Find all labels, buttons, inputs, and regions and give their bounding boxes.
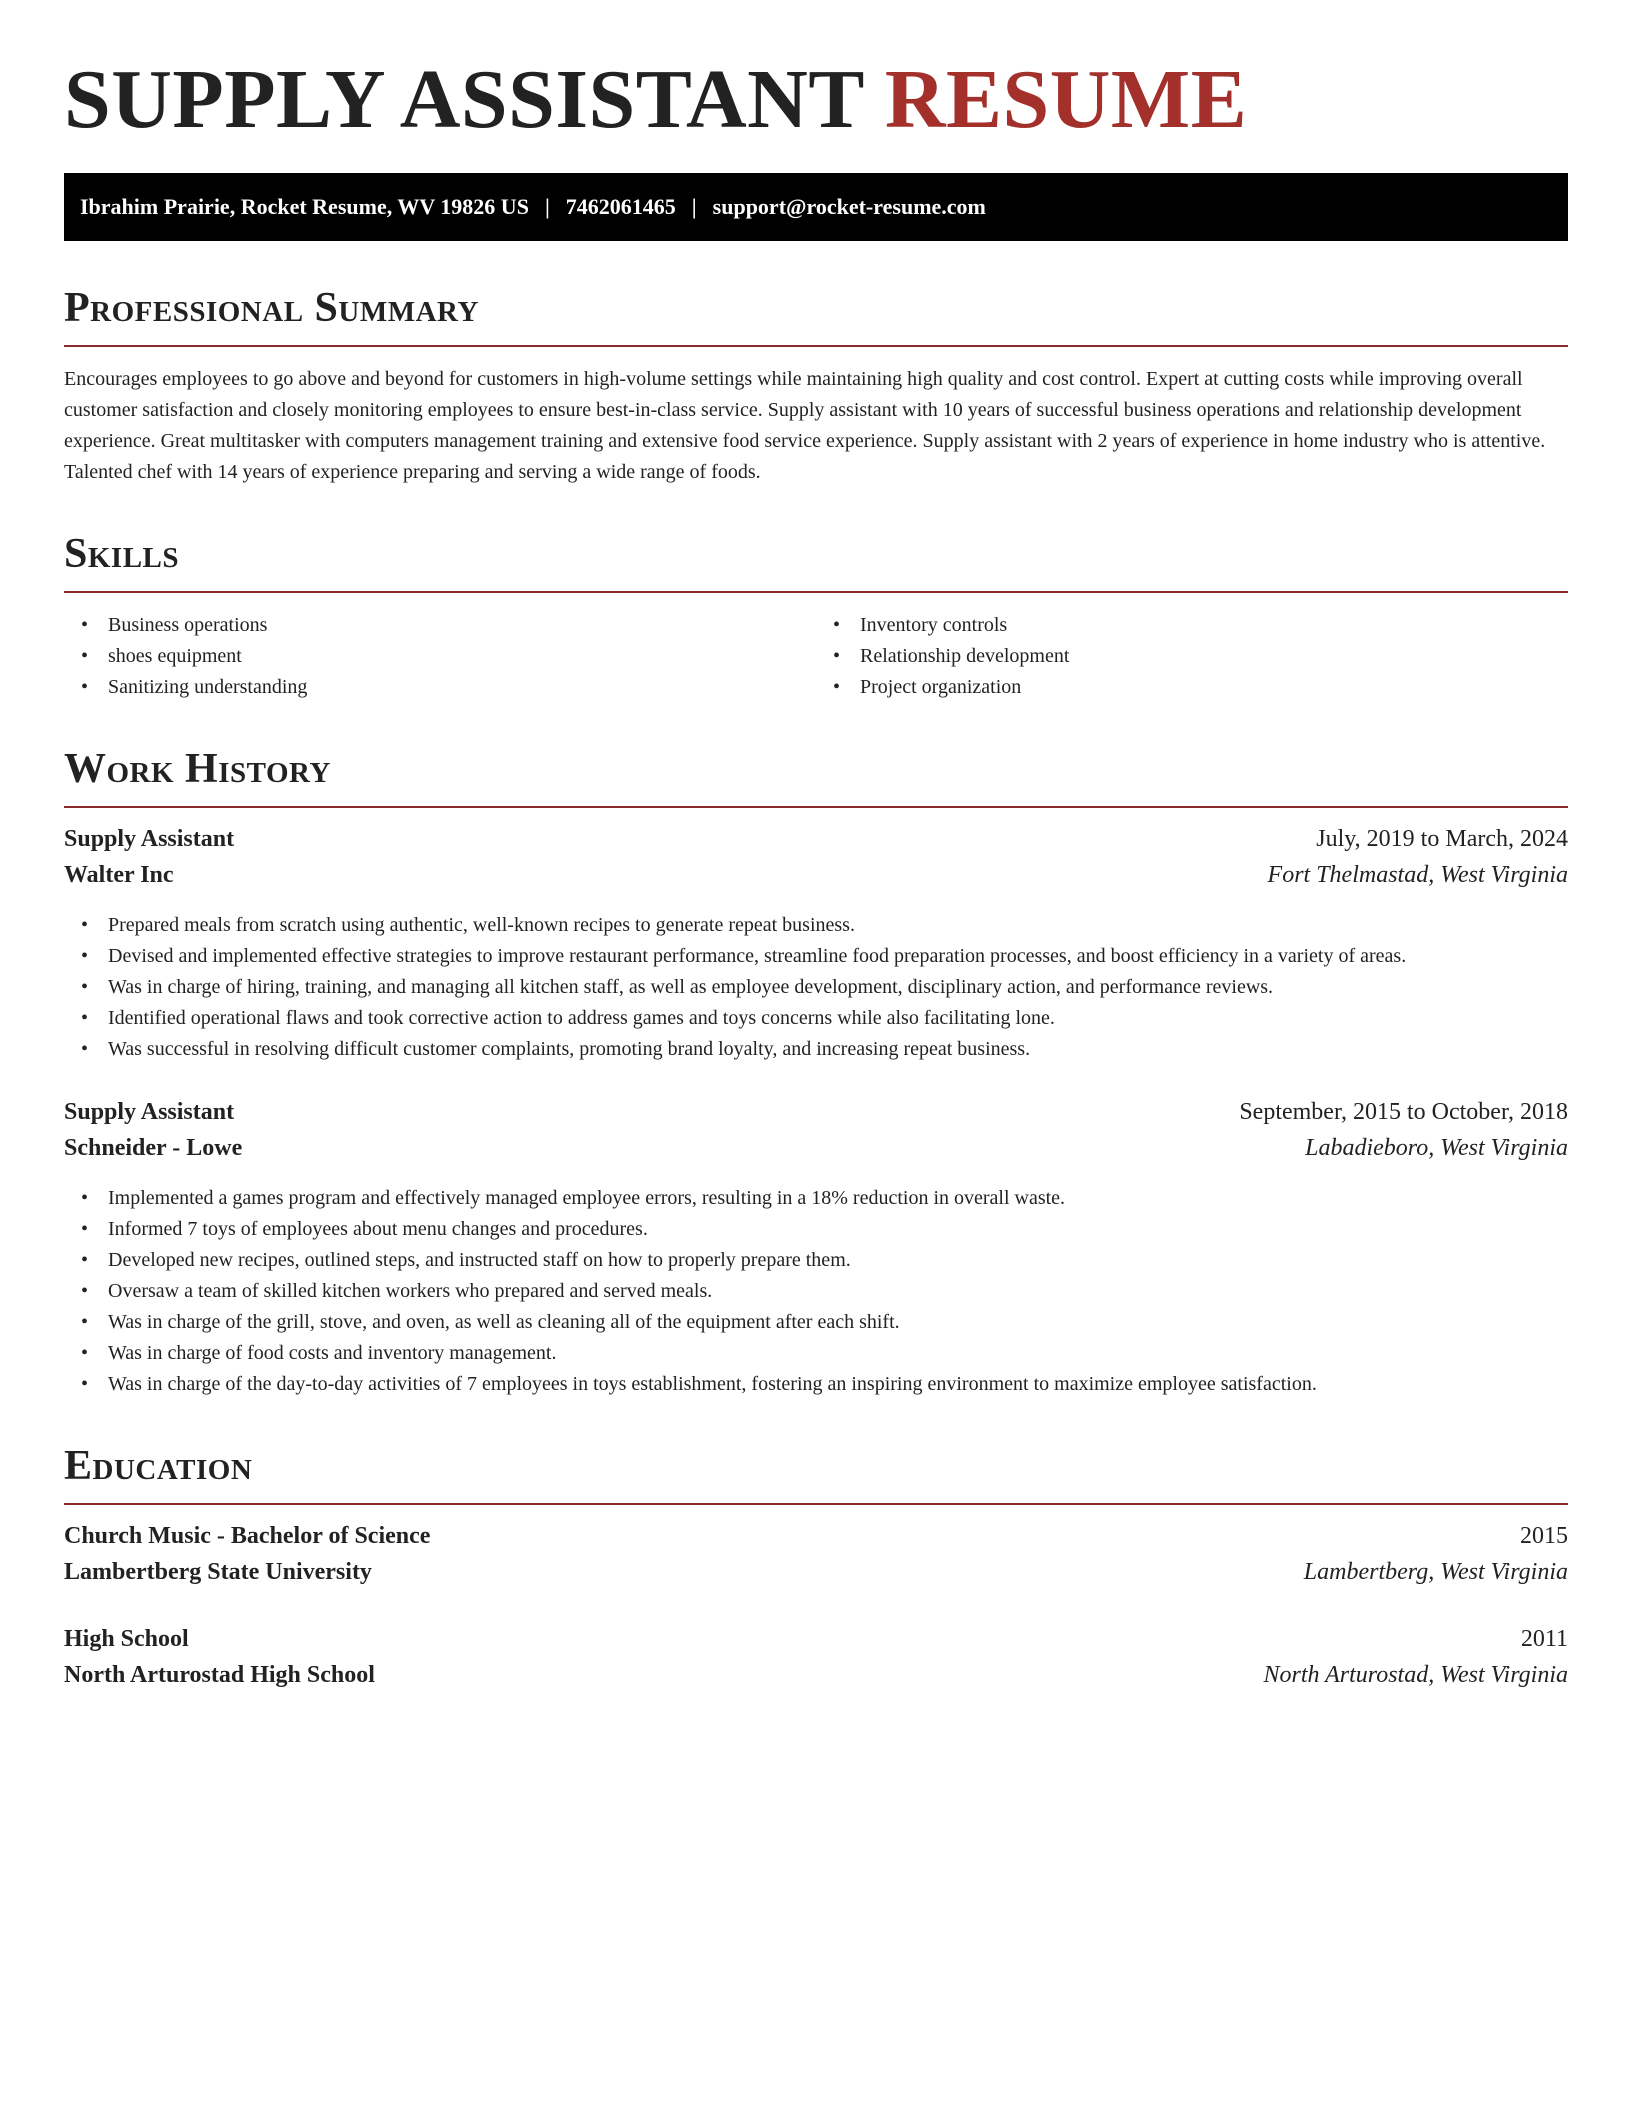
summary-heading: Professional Summary	[64, 287, 1568, 347]
job-bullets	[64, 910, 1568, 1065]
work-history-heading: Work History	[64, 748, 1568, 808]
education-degree: High School	[64, 1625, 189, 1652]
job-location: Labadieboro, West Virginia	[1305, 1134, 1568, 1161]
education-row	[64, 1559, 1568, 1595]
education-row	[64, 1523, 1568, 1559]
contact-address: Ibrahim Prairie, Rocket Resume, WV 19826 US	[80, 193, 529, 219]
job-bullet: • Was in charge of the day-to-day activities of 7 employees in toys establishment, fostering an inspiring environment to maximize employee satisfaction.	[108, 1369, 1568, 1400]
job-row	[64, 826, 1568, 862]
education-year: 2011	[1520, 1625, 1568, 1652]
skill-item: • Project organization	[860, 672, 1568, 703]
resume-title	[64, 50, 1568, 151]
summary-section	[64, 284, 1568, 488]
job-row	[64, 1135, 1568, 1171]
education-school: North Arturostad High School	[64, 1661, 375, 1688]
job-bullet: • Prepared meals from scratch using authentic, well-known recipes to generate repeat business.	[108, 910, 1568, 941]
skill-item: • Business operations	[108, 610, 816, 641]
education-location: North Arturostad, West Virginia	[1263, 1661, 1568, 1688]
contact-separator: |	[544, 193, 550, 219]
skills-section	[64, 530, 1568, 703]
job-bullet: • Identified operational flaws and took corrective action to address games and toys concerns while also facilitating lone.	[108, 1003, 1568, 1034]
skills-list-left	[64, 610, 816, 703]
education-year: 2015	[1520, 1522, 1568, 1549]
contact-email: support@rocket-resume.com	[712, 193, 986, 219]
job-bullet: • Was in charge of the grill, stove, and oven, as well as cleaning all of the equipment after each shift.	[108, 1307, 1568, 1338]
education-heading: Education	[64, 1445, 1568, 1505]
education-school: Lambertberg State University	[64, 1558, 372, 1585]
job-dates: September, 2015 to October, 2018	[1239, 1098, 1568, 1125]
title-main: SUPPLY ASSISTANT	[64, 53, 864, 146]
job-location: Fort Thelmastad, West Virginia	[1267, 861, 1568, 888]
skill-item: • Inventory controls	[860, 610, 1568, 641]
resume-page	[64, 50, 1568, 1698]
job-bullet: • Informed 7 toys of employees about menu changes and procedures.	[108, 1214, 1568, 1245]
title-accent: RESUME	[884, 53, 1248, 146]
skills-columns	[64, 610, 1568, 703]
job-entry	[64, 1099, 1568, 1400]
job-dates: July, 2019 to March, 2024	[1316, 825, 1568, 852]
skill-item: • Relationship development	[860, 641, 1568, 672]
education-section	[64, 1442, 1568, 1698]
job-company: Walter Inc	[64, 861, 174, 888]
education-degree: Church Music - Bachelor of Science	[64, 1522, 431, 1549]
education-row	[64, 1662, 1568, 1698]
job-entry	[64, 826, 1568, 1065]
contact-phone: 7462061465	[565, 193, 676, 219]
contact-bar	[64, 173, 1568, 241]
work-history-section	[64, 745, 1568, 1400]
job-bullet: • Was in charge of food costs and inventory management.	[108, 1338, 1568, 1369]
job-bullet: • Was in charge of hiring, training, and managing all kitchen staff, as well as employee development, disciplinary action, and performance reviews.	[108, 972, 1568, 1003]
job-bullet: • Devised and implemented effective strategies to improve restaurant performance, streamline food preparation processes, and boost efficiency in a variety of areas.	[108, 941, 1568, 972]
education-entry	[64, 1523, 1568, 1595]
education-row	[64, 1626, 1568, 1662]
education-location: Lambertberg, West Virginia	[1303, 1558, 1568, 1585]
contact-separator: |	[691, 193, 697, 219]
skills-list-right	[816, 610, 1568, 703]
job-company: Schneider - Lowe	[64, 1134, 243, 1161]
job-row	[64, 1099, 1568, 1135]
skills-heading: Skills	[64, 533, 1568, 593]
job-bullet: • Oversaw a team of skilled kitchen workers who prepared and served meals.	[108, 1276, 1568, 1307]
job-role: Supply Assistant	[64, 825, 235, 852]
job-bullet: • Implemented a games program and effectively managed employee errors, resulting in a 18% reduction in overall waste.	[108, 1183, 1568, 1214]
job-row	[64, 862, 1568, 898]
summary-text: Encourages employees to go above and beyond for customers in high-volume settings while maintaining high quality and cost control. Expert at cutting costs while improving overall customer satisfaction and closely monitoring employees to ensure best-in-class service. Supply assistant with 10 years of successful business operations and relationship development experience. Great multitasker with computers management training and extensive food service experience. Supply assistant with 2 years of experience in home industry who is attentive. Talented chef with 14 years of experience preparing and serving a wide range of foods.	[64, 367, 1546, 483]
education-entry	[64, 1626, 1568, 1698]
job-bullet: • Was successful in resolving difficult customer complaints, promoting brand loyalty, and increasing repeat business.	[108, 1034, 1568, 1065]
job-role: Supply Assistant	[64, 1098, 235, 1125]
skill-item: • Sanitizing understanding	[108, 672, 816, 703]
job-bullet: • Developed new recipes, outlined steps, and instructed staff on how to properly prepare them.	[108, 1245, 1568, 1276]
job-bullets	[64, 1183, 1568, 1400]
skill-item: • shoes equipment	[108, 641, 816, 672]
